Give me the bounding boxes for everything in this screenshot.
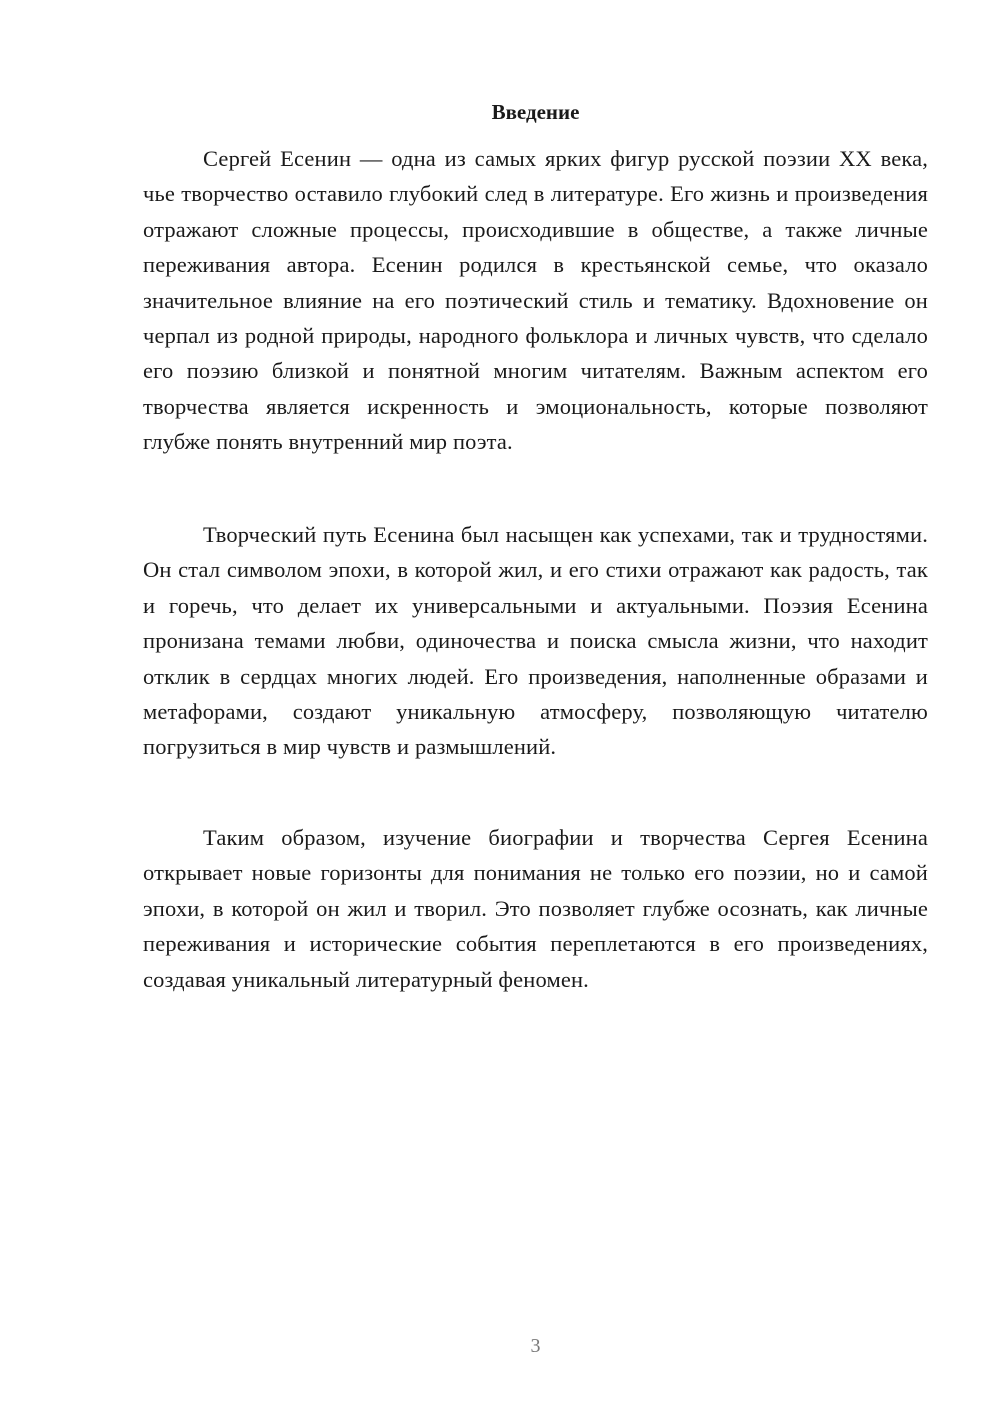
body-paragraph-1: Сергей Есенин — одна из самых ярких фигур русской поэзии XX века, чье творчество оставило глубокий след в литературе. Его жизнь и произведения отражают сложные процессы, происходившие в обществе, а также личные переживания автора. Есенин родился в крестьянской семье, что оказало значительное влияние на его поэтический стиль и тематику. Вдохновение он черпал из родной природы, народного фольклора и личных чувств, что сделало его поэзию близкой и понятной многим читателям. Важным аспектом его творчества является искренность и эмоциональность, которые позволяют глубже понять внутренний мир поэта.	[143, 146, 928, 455]
document-page	[143, 0, 928, 1414]
page-number: 3	[530, 1335, 541, 1357]
section-heading: Введение	[491, 100, 580, 124]
body-paragraph-2: Творческий путь Есенина был насыщен как успехами, так и трудностями. Он стал символом эпохи, в которой жил, и его стихи отражают как радость, так и горечь, что делает их универсальными и актуальными. Поэзия Есенина пронизана темами любви, одиночества и поиска смысла жизни, что находит отклик в сердцах многих людей. Его произведения, наполненные образами и метафорами, создают уникальную атмосферу, позволяющую читателю погрузиться в мир чувств и размышлений.	[143, 522, 928, 760]
body-paragraph-3: Таким образом, изучение биографии и творчества Сергея Есенина открывает новые горизонты для понимания не только его поэзии, но и самой эпохи, в которой он жил и творил. Это позволяет глубже осознать, как личные переживания и исторические события переплетаются в его произведениях, создавая уникальный литературный феномен.	[143, 825, 928, 992]
